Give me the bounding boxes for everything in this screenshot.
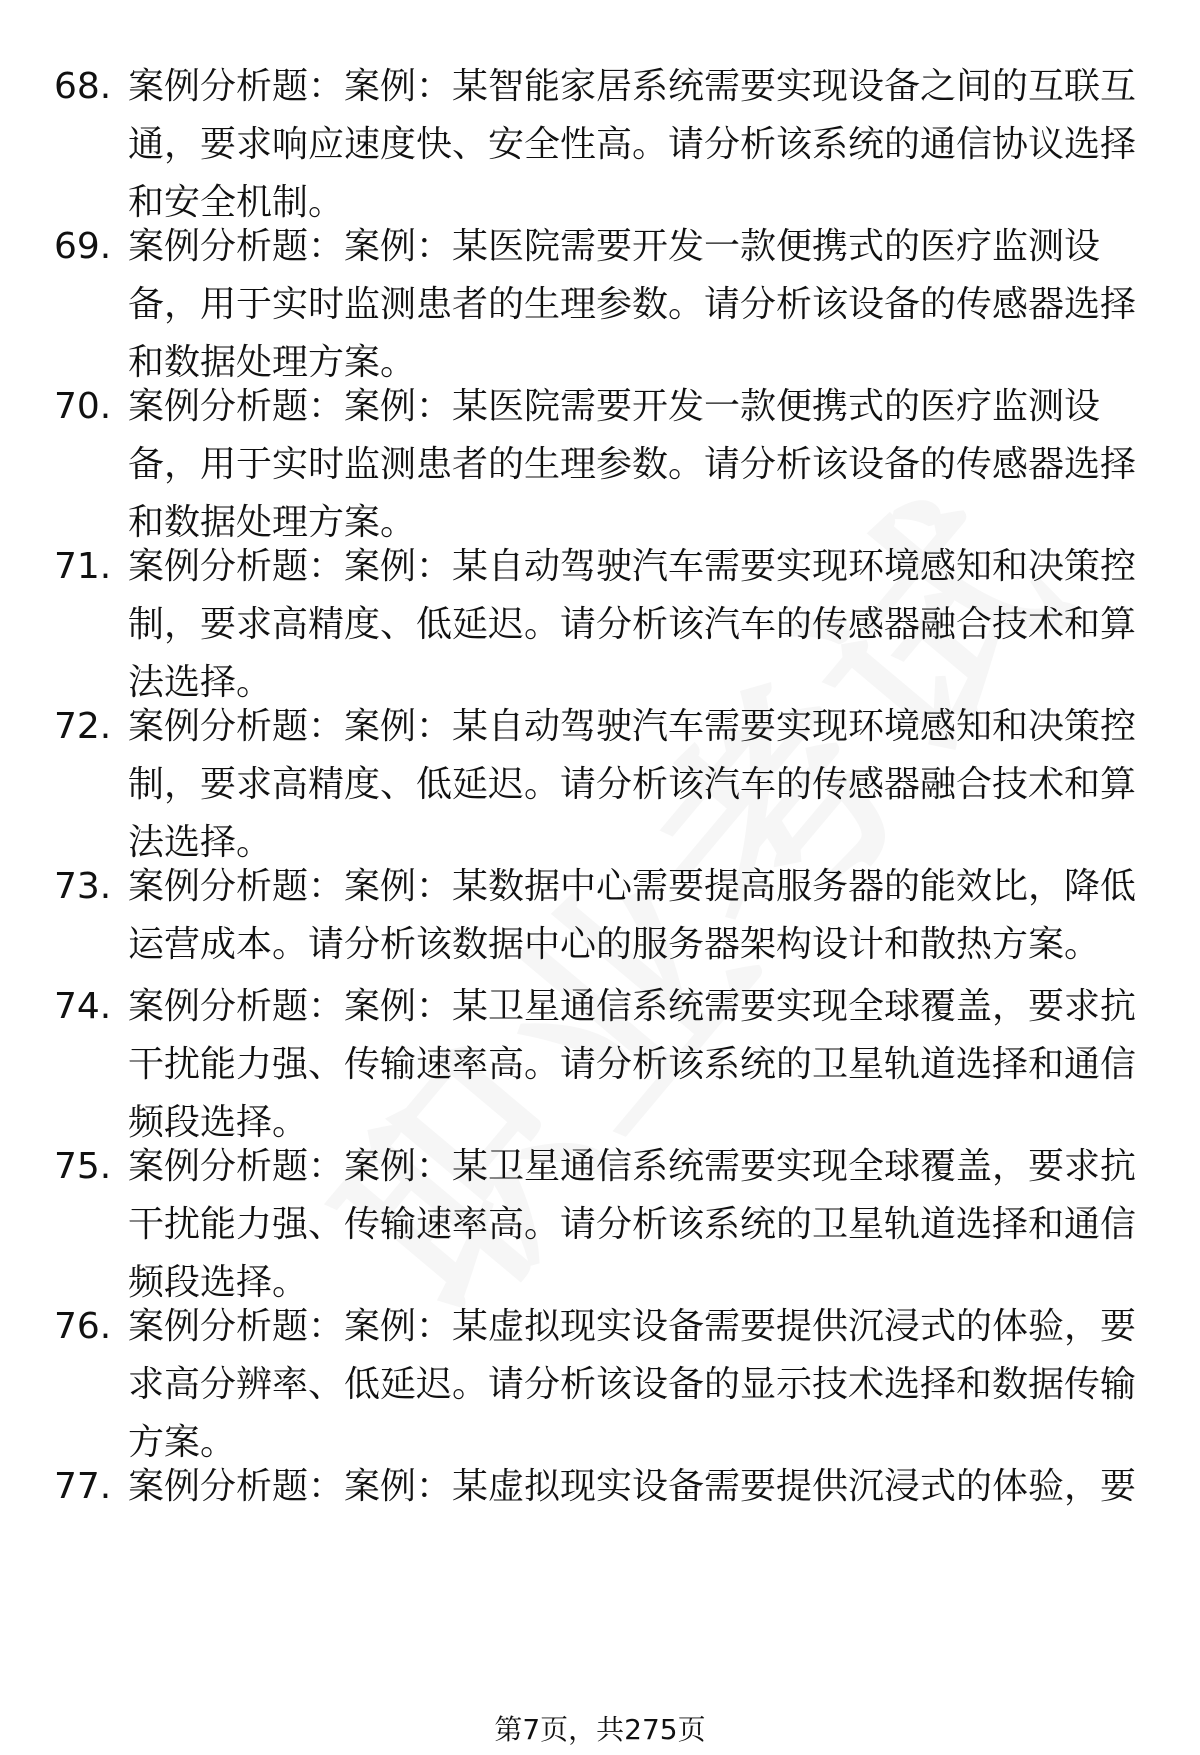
question-number: 70. [54, 386, 112, 427]
question-item [54, 1458, 1144, 1516]
question-item [54, 1298, 1144, 1472]
question-text: 案例分析题：案例：某医院需要开发一款便携式的医疗监测设备，用于实时监测患者的生理参数。请分析该设备的传感器选择和数据处理方案。 [128, 226, 1137, 383]
question-number: 73. [54, 866, 112, 907]
question-item [54, 58, 1144, 232]
question-text: 案例分析题：案例：某医院需要开发一款便携式的医疗监测设备，用于实时监测患者的生理参数。请分析该设备的传感器选择和数据处理方案。 [128, 386, 1137, 543]
question-text: 案例分析题：案例：某虚拟现实设备需要提供沉浸式的体验，要 [128, 1466, 1137, 1507]
question-text: 案例分析题：案例：某虚拟现实设备需要提供沉浸式的体验，要求高分辨率、低延迟。请分析该设备的显示技术选择和数据传输方案。 [128, 1306, 1137, 1463]
question-number: 69. [54, 226, 112, 267]
question-text: 案例分析题：案例：某自动驾驶汽车需要实现环境感知和决策控制，要求高精度、低延迟。请分析该汽车的传感器融合技术和算法选择。 [128, 706, 1137, 863]
question-item [54, 978, 1144, 1152]
question-number: 68. [54, 66, 112, 107]
question-item [54, 1138, 1144, 1312]
question-item [54, 698, 1144, 872]
question-item [54, 858, 1144, 974]
question-number: 76. [54, 1306, 112, 1347]
question-text: 案例分析题：案例：某卫星通信系统需要实现全球覆盖，要求抗干扰能力强、传输速率高。请分析该系统的卫星轨道选择和通信频段选择。 [128, 1146, 1137, 1303]
question-number: 77. [54, 1466, 112, 1507]
question-text: 案例分析题：案例：某自动驾驶汽车需要实现环境感知和决策控制，要求高精度、低延迟。请分析该汽车的传感器融合技术和算法选择。 [128, 546, 1137, 703]
question-item [54, 218, 1144, 392]
question-number: 75. [54, 1146, 112, 1187]
page-footer: 第7页，共275页 [494, 1713, 706, 1746]
question-text: 案例分析题：案例：某数据中心需要提高服务器的能效比，降低运营成本。请分析该数据中心的服务器架构设计和散热方案。 [128, 866, 1137, 965]
question-text: 案例分析题：案例：某智能家居系统需要实现设备之间的互联互通，要求响应速度快、安全性高。请分析该系统的通信协议选择和安全机制。 [128, 66, 1137, 223]
question-item [54, 538, 1144, 712]
question-number: 72. [54, 706, 112, 747]
question-number: 71. [54, 546, 112, 587]
question-number: 74. [54, 986, 112, 1027]
question-item [54, 378, 1144, 552]
question-text: 案例分析题：案例：某卫星通信系统需要实现全球覆盖，要求抗干扰能力强、传输速率高。请分析该系统的卫星轨道选择和通信频段选择。 [128, 986, 1137, 1143]
